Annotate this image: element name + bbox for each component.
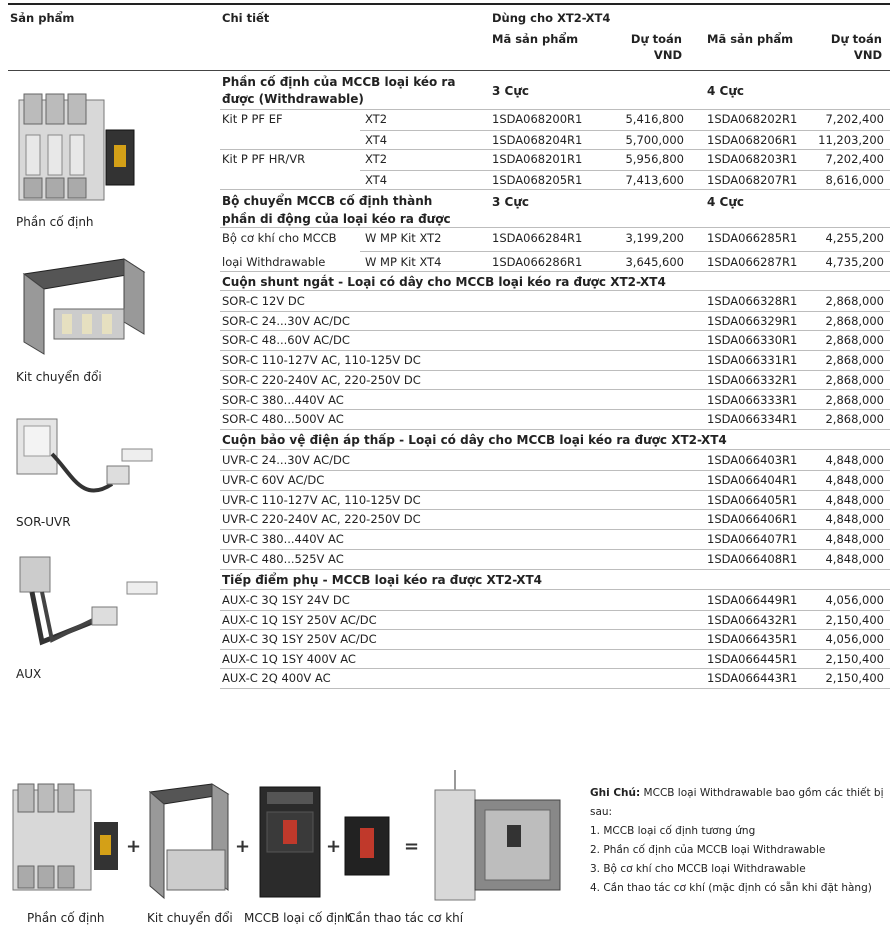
section-header-fixed-part — [220, 72, 890, 110]
item-price: 2,150,400 — [825, 651, 884, 666]
table-row: XT4 1SDA068204R1 5,700,000 1SDA068206R1 11,203,200 — [220, 131, 890, 150]
table-row — [220, 630, 890, 650]
item-name: SOR-C 110-127V AC, 110-125V DC — [222, 353, 421, 368]
table-row — [220, 471, 890, 491]
table-row — [220, 530, 890, 550]
table-row — [220, 510, 890, 530]
fixed-part-image — [14, 90, 144, 210]
item-code: 1SDA066445R1 — [707, 651, 798, 666]
header-code-4p: Mã sản phẩm — [707, 32, 794, 46]
assembly-mccb-image — [255, 782, 325, 902]
item-price: 4,848,000 — [825, 552, 884, 566]
table-row — [220, 650, 890, 670]
item-code: 1SDA066328R1 — [707, 294, 798, 308]
note-text: MCCB loại Withdrawable bao gồm các thiết bị sau: — [590, 787, 884, 818]
sor-uvr-image — [12, 404, 162, 514]
plus-operator: + — [235, 836, 251, 857]
section-title-line2: được (Withdrawable) — [222, 92, 364, 106]
item-code: 1SDA066408R1 — [707, 552, 798, 566]
pole-3-label: 3 Cực — [492, 84, 529, 98]
aux-image — [12, 552, 167, 662]
conversion-kit-image — [14, 254, 149, 364]
item-name: SOR-C 380...440V AC — [222, 392, 344, 407]
assembly-handle-image — [342, 814, 392, 879]
item-name: UVR-C 480...525V AC — [222, 552, 344, 566]
section-header-undervoltage: Cuộn bảo vệ điện áp thấp - Loại có dây cho MCCB loại kéo ra được XT2-XT4 — [220, 430, 890, 450]
item-price: 4,848,000 — [825, 453, 884, 467]
item-price: 4,848,000 — [825, 532, 884, 547]
table-row: XT4 1SDA068205R1 7,413,600 1SDA068207R1 8,616,000 — [220, 171, 890, 190]
assembly-label-fixed-part: Phần cố định — [27, 911, 105, 925]
assembly-illustration — [0, 740, 893, 927]
table-row — [220, 371, 890, 391]
table-row — [220, 550, 890, 570]
assembly-label-handle: Cần thao tác cơ khí — [347, 911, 464, 925]
section-header-conversion: Bộ chuyển MCCB cố định thành phần di động của loại kéo ra được 3 Cực 4 Cực — [220, 190, 890, 228]
header-detail: Chi tiết — [222, 11, 270, 25]
item-code: 1SDA066330R1 — [707, 333, 798, 348]
item-code: 1SDA066407R1 — [707, 532, 798, 547]
item-price: 4,056,000 — [825, 593, 884, 607]
item-price: 2,868,000 — [825, 392, 884, 407]
table-row: loại Withdrawable W MP Kit XT4 1SDA066286R1 3,645,600 1SDA066287R1 4,735,200 — [220, 252, 890, 272]
item-name: UVR-C 110-127V AC, 110-125V DC — [222, 492, 421, 507]
product-column — [8, 72, 213, 692]
assembly-result-image — [425, 770, 575, 910]
item-price: 2,868,000 — [825, 412, 884, 427]
header-price-3p: Dự toán VND — [630, 32, 682, 62]
header-product: Sản phẩm — [10, 11, 75, 25]
item-name: AUX-C 1Q 1SY 250V AC/DC — [222, 612, 377, 627]
item-code: 1SDA066405R1 — [707, 492, 798, 507]
assembly-conversion-kit-image — [142, 780, 232, 905]
header-rule — [8, 70, 890, 71]
item-name: SOR-C 48...60V AC/DC — [222, 333, 350, 348]
pole-4-label: 4 Cực — [707, 84, 744, 98]
item-code: 1SDA066332R1 — [707, 372, 798, 387]
item-code: 1SDA066331R1 — [707, 353, 798, 368]
item-name: AUX-C 3Q 1SY 250V AC/DC — [222, 632, 377, 647]
note-box — [590, 784, 893, 898]
item-name: SOR-C 24...30V AC/DC — [222, 313, 350, 328]
header-price-4p: Dự toán VND — [830, 32, 882, 62]
equals-operator: = — [404, 836, 420, 857]
item-price: 2,868,000 — [825, 333, 884, 348]
assembly-fixed-part-image — [8, 780, 123, 900]
item-name: UVR-C 24...30V AC/DC — [222, 453, 350, 467]
item-price: 2,868,000 — [825, 294, 884, 308]
assembly-label-conversion-kit: Kit chuyển đổi — [147, 911, 233, 925]
note-prefix: Ghi Chú: — [590, 787, 641, 799]
item-code: 1SDA066449R1 — [707, 593, 798, 607]
assembly-label-mccb: MCCB loại cố định — [244, 911, 353, 925]
item-name: UVR-C 380...440V AC — [222, 532, 344, 547]
top-rule — [8, 3, 890, 5]
product-label-aux: AUX — [16, 667, 42, 681]
item-price: 2,150,400 — [825, 671, 884, 686]
item-name: SOR-C 480...500V AC — [222, 412, 344, 427]
item-code: 1SDA066432R1 — [707, 612, 798, 627]
table-row — [220, 669, 890, 689]
plus-operator: + — [126, 836, 142, 857]
item-price: 4,056,000 — [825, 632, 884, 647]
item-price: 4,848,000 — [825, 472, 884, 487]
table-row — [220, 591, 890, 611]
item-name: AUX-C 1Q 1SY 400V AC — [222, 651, 356, 666]
product-label-sor-uvr: SOR-UVR — [16, 515, 71, 529]
item-name: UVR-C 220-240V AC, 220-250V DC — [222, 512, 421, 527]
section-header-shunt-trip: Cuộn shunt ngắt - Loại có dây cho MCCB loại kéo ra được XT2-XT4 — [220, 272, 890, 291]
table-row: Bộ cơ khí cho MCCB W MP Kit XT2 1SDA066284R1 3,199,200 1SDA066285R1 4,255,200 — [222, 231, 884, 245]
item-code: 1SDA066333R1 — [707, 392, 798, 407]
table-row: Kit P PF HR/VR XT2 1SDA068201R1 5,956,800 1SDA068203R1 7,202,400 — [222, 152, 884, 166]
item-price: 4,848,000 — [825, 512, 884, 527]
note-item: 1. MCCB loại cố định tương ứng — [590, 825, 756, 837]
item-price: 2,868,000 — [825, 353, 884, 368]
item-price: 2,868,000 — [825, 313, 884, 328]
table-row — [220, 451, 890, 471]
table-row — [220, 491, 890, 511]
product-label-conversion-kit: Kit chuyển đổi — [16, 370, 102, 384]
note-heading — [590, 784, 893, 822]
product-label-fixed-part: Phần cố định — [16, 215, 94, 229]
item-code: 1SDA066404R1 — [707, 472, 798, 487]
table-row — [220, 292, 890, 312]
item-price: 2,868,000 — [825, 372, 884, 387]
section-title-line1: Phần cố định của MCCB loại kéo ra — [222, 75, 456, 89]
note-item: 4. Cần thao tác cơ khí (mặc định có sẵn khi đặt hàng) — [590, 882, 872, 894]
note-item: 3. Bộ cơ khí cho MCCB loại Withdrawable — [590, 863, 806, 875]
item-name: AUX-C 2Q 400V AC — [222, 671, 331, 686]
item-code: 1SDA066435R1 — [707, 632, 798, 647]
table-row — [220, 331, 890, 351]
item-name: SOR-C 220-240V AC, 220-250V DC — [222, 372, 421, 387]
table-row: Kit P PF EF XT2 1SDA068200R1 5,416,800 1SDA068202R1 7,202,400 — [222, 112, 884, 126]
table-row — [220, 611, 890, 631]
item-price: 4,848,000 — [825, 492, 884, 507]
table-row — [220, 351, 890, 371]
table-row — [220, 312, 890, 332]
table-row — [220, 391, 890, 411]
item-name: AUX-C 3Q 1SY 24V DC — [222, 593, 350, 607]
table-row — [220, 410, 890, 430]
header-code-3p: Mã sản phẩm — [492, 32, 579, 46]
item-price: 2,150,400 — [825, 612, 884, 627]
item-code: 1SDA066334R1 — [707, 412, 798, 427]
item-code: 1SDA066403R1 — [707, 453, 798, 467]
item-name: SOR-C 12V DC — [222, 294, 305, 308]
item-code: 1SDA066443R1 — [707, 671, 798, 686]
item-code: 1SDA066406R1 — [707, 512, 798, 527]
plus-operator: + — [326, 836, 342, 857]
header-usedfor: Dùng cho XT2-XT4 — [492, 11, 611, 25]
item-name: UVR-C 60V AC/DC — [222, 472, 325, 487]
item-code: 1SDA066329R1 — [707, 313, 798, 328]
section-header-aux: Tiếp điểm phụ - MCCB loại kéo ra được XT2-XT4 — [220, 570, 890, 590]
note-item: 2. Phần cố định của MCCB loại Withdrawable — [590, 844, 826, 856]
